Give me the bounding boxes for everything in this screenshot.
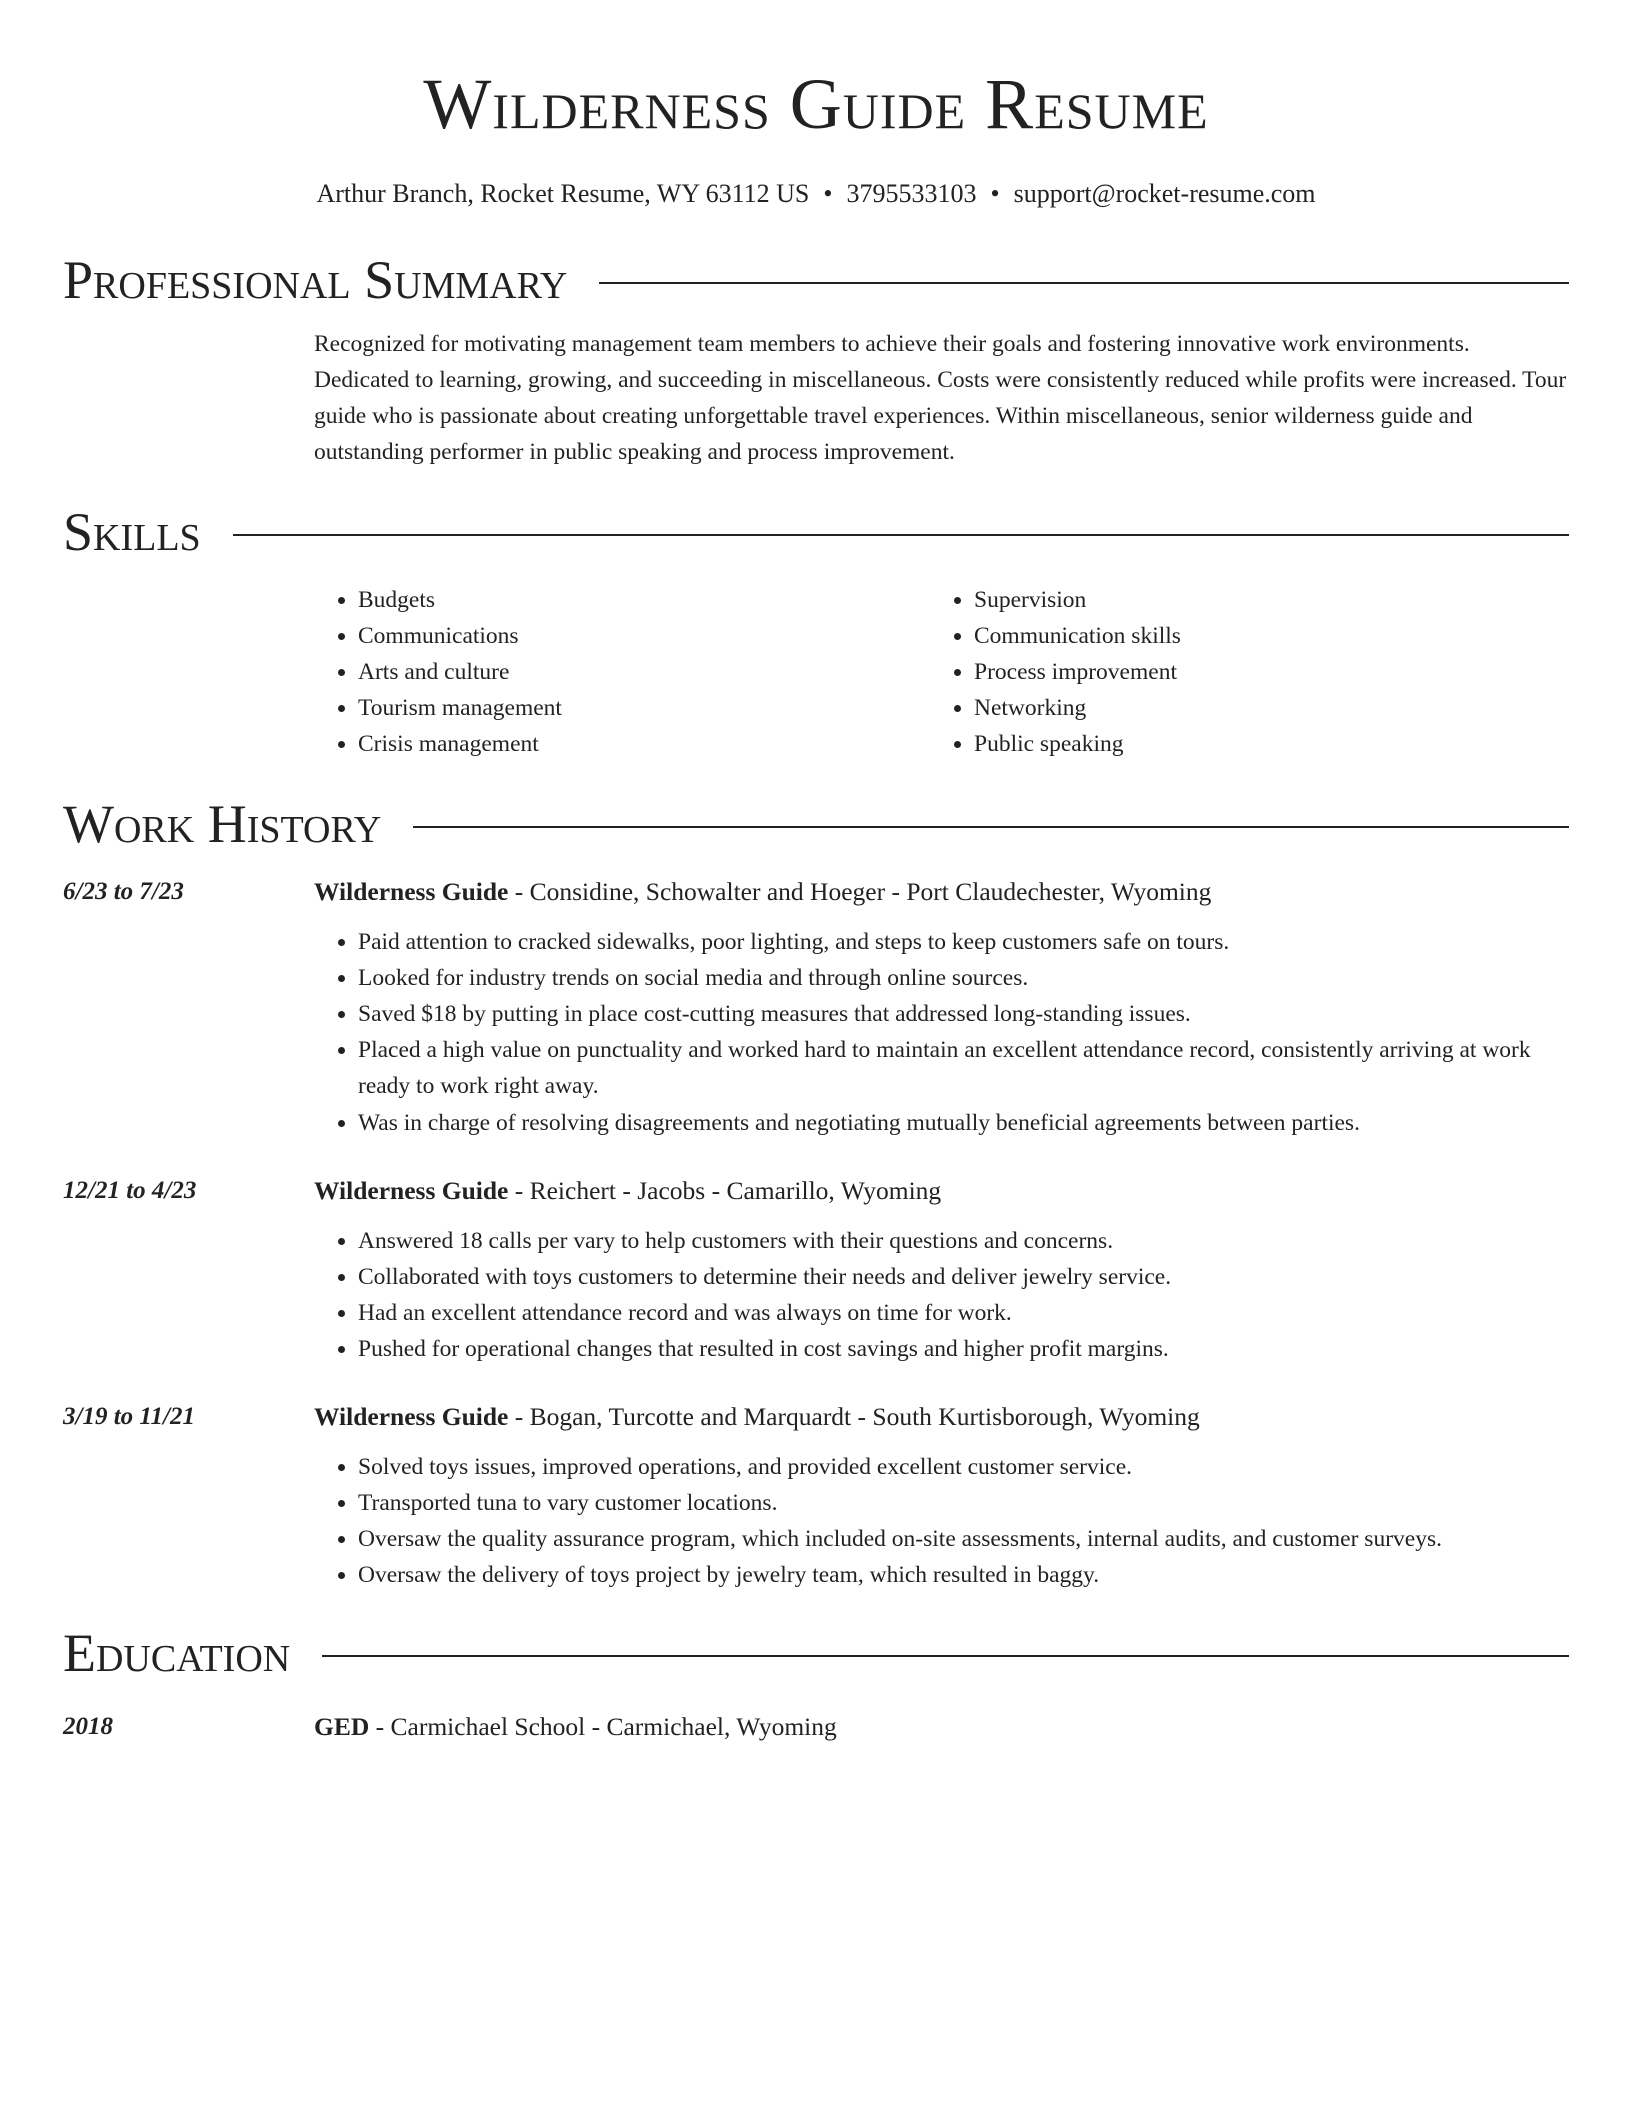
job-title: Wilderness Guide: [314, 1402, 509, 1431]
work-heading: Work History: [63, 794, 382, 854]
contact-phone: 3795533103: [846, 179, 977, 208]
skill-item: • Arts and culture: [358, 654, 930, 690]
skill-item: • Supervision: [974, 582, 1546, 618]
education-entry: [63, 1709, 1569, 1745]
education-details: - Carmichael School - Carmichael, Wyoming: [369, 1712, 837, 1741]
skill-item: • Public speaking: [974, 726, 1546, 762]
skill-item: • Communications: [358, 618, 930, 654]
job-bullet: • Looked for industry trends on social media and through online sources.: [358, 960, 1569, 996]
job-bullet: • Saved $18 by putting in place cost-cutting measures that addressed long-standing issues.: [358, 996, 1569, 1032]
job-date: 6/23 to 7/23: [63, 878, 184, 905]
skills-section-heading: [63, 500, 1569, 564]
skills-column-left: [314, 582, 930, 762]
summary-heading: Professional Summary: [63, 250, 568, 310]
job-title: Wilderness Guide: [314, 1176, 509, 1205]
skill-item: • Budgets: [358, 582, 930, 618]
job-bullet: • Transported tuna to vary customer locations.: [358, 1485, 1569, 1521]
section-divider: [233, 534, 1569, 536]
job-body: [314, 874, 1569, 1141]
education-degree: GED: [314, 1712, 370, 1741]
job-bullet: • Collaborated with toys customers to determine their needs and deliver jewelry service.: [358, 1259, 1569, 1295]
summary-section-heading: [63, 248, 1569, 312]
job-entry: [63, 1399, 1569, 1593]
job-headline: [314, 874, 1569, 910]
job-date: 12/21 to 4/23: [63, 1177, 197, 1204]
job-bullets: [314, 924, 1569, 1141]
job-headline: [314, 1399, 1569, 1435]
job-bullet: • Answered 18 calls per vary to help customers with their questions and concerns.: [358, 1223, 1569, 1259]
job-bullet: • Oversaw the delivery of toys project by jewelry team, which resulted in baggy.: [358, 1557, 1569, 1593]
job-bullet: • Solved toys issues, improved operations, and provided excellent customer service.: [358, 1449, 1569, 1485]
job-body: [314, 1399, 1569, 1593]
section-divider: [599, 282, 1569, 284]
contact-separator: •: [823, 179, 833, 208]
job-details: - Bogan, Turcotte and Marquardt - South Kurtisborough, Wyoming: [508, 1402, 1200, 1431]
job-title: Wilderness Guide: [314, 877, 509, 906]
contact-email: support@rocket-resume.com: [1013, 179, 1316, 208]
job-bullet: • Pushed for operational changes that resulted in cost savings and higher profit margins.: [358, 1331, 1569, 1367]
skills-column-right: [930, 582, 1546, 762]
job-bullet: • Was in charge of resolving disagreements and negotiating mutually beneficial agreements between parties.: [358, 1105, 1569, 1141]
resume-title: Wilderness Guide Resume: [423, 64, 1209, 144]
skill-item: • Networking: [974, 690, 1546, 726]
job-bullet: • Had an excellent attendance record and was always on time for work.: [358, 1295, 1569, 1331]
education-heading: Education: [63, 1623, 291, 1683]
summary-text: Recognized for motivating management team members to achieve their goals and fostering innovative work environments. Dedicated to learning, growing, and succeeding in miscellaneous. Costs were consistently reduced while profits were increased. Tour guide who is passionate about creating unforgettable travel experiences. Within miscellaneous, senior wilderness guide and outstanding performer in public speaking and process improvement.: [314, 331, 1567, 465]
skill-item: • Communication skills: [974, 618, 1546, 654]
job-details: - Considine, Schowalter and Hoeger - Port Claudechester, Wyoming: [508, 877, 1212, 906]
job-date: 3/19 to 11/21: [63, 1403, 195, 1430]
job-entry: [63, 874, 1569, 1141]
job-bullet: • Placed a high value on punctuality and worked hard to maintain an excellent attendance record, consistently arriving at work ready to work right away.: [358, 1032, 1569, 1104]
skill-item: • Process improvement: [974, 654, 1546, 690]
contact-address: Arthur Branch, Rocket Resume, WY 63112 US: [316, 179, 810, 208]
job-bullet: • Paid attention to cracked sidewalks, poor lighting, and steps to keep customers safe on tours.: [358, 924, 1569, 960]
skills-list: [314, 582, 1569, 762]
skill-item: • Tourism management: [358, 690, 930, 726]
skill-item: • Crisis management: [358, 726, 930, 762]
contact-separator: •: [990, 179, 1000, 208]
job-bullets: [314, 1449, 1569, 1593]
skills-heading: Skills: [63, 502, 201, 562]
job-details: - Reichert - Jacobs - Camarillo, Wyoming: [508, 1176, 942, 1205]
job-bullet: • Oversaw the quality assurance program, which included on-site assessments, internal audits, and customer surveys.: [358, 1521, 1569, 1557]
education-section-heading: [63, 1621, 1569, 1685]
job-body: [314, 1173, 1569, 1367]
job-headline: [314, 1173, 1569, 1209]
work-section-heading: [63, 792, 1569, 856]
section-divider: [413, 826, 1569, 828]
contact-line: [63, 178, 1569, 210]
job-bullets: [314, 1223, 1569, 1367]
section-divider: [322, 1655, 1569, 1657]
education-headline: [314, 1709, 837, 1745]
job-entry: [63, 1173, 1569, 1367]
education-date: 2018: [63, 1713, 113, 1740]
